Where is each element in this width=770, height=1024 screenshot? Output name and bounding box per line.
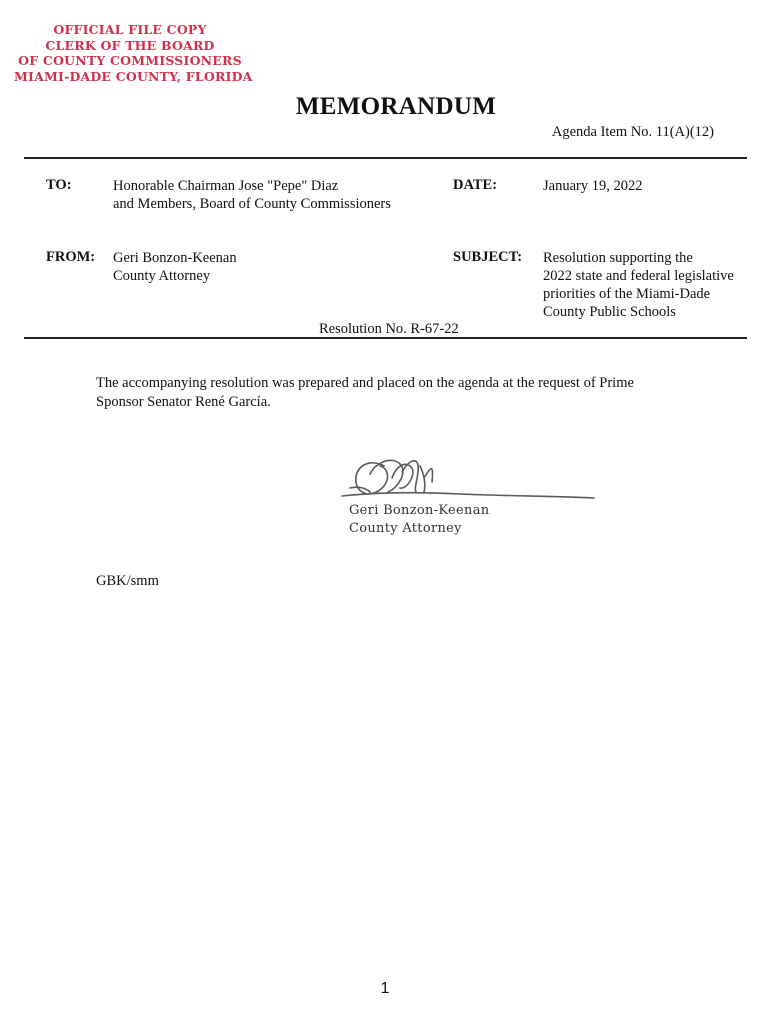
- date-value: January 19, 2022: [543, 178, 643, 194]
- to-line-2: and Members, Board of County Commissioners: [113, 196, 391, 212]
- stamp-line-4: MIAMI-DADE COUNTY, FLORIDA: [14, 68, 253, 84]
- memo-title: MEMORANDUM: [295, 93, 497, 120]
- signature-name: Geri Bonzon-Keenan: [349, 503, 490, 518]
- body-line-2: Sponsor Senator René García.: [96, 394, 271, 410]
- body-line-1: The accompanying resolution was prepared and placed on the agenda at the request of Prime: [96, 375, 634, 391]
- typist-initials: GBK/smm: [96, 573, 159, 589]
- to-recipient: [113, 177, 391, 213]
- subject-line-4: County Public Schools: [543, 304, 676, 320]
- body-paragraph: [96, 374, 696, 412]
- to-line-1: Honorable Chairman Jose "Pepe" Diaz: [113, 178, 339, 194]
- stamp-line-1: OFFICIAL FILE COPY: [53, 22, 207, 37]
- subject-line-1: Resolution supporting the: [543, 250, 693, 266]
- signature-image: [340, 448, 600, 510]
- to-label: TO:: [46, 177, 72, 193]
- official-file-copy-stamp: [14, 22, 253, 84]
- agenda-item-number: Agenda Item No. 11(A)(12): [551, 124, 714, 140]
- resolution-number: Resolution No. R-67-22: [319, 321, 459, 337]
- from-sender: [113, 249, 237, 285]
- subject-text: [543, 249, 734, 321]
- from-line-2: County Attorney: [113, 268, 211, 284]
- signature-title: County Attorney: [349, 521, 462, 536]
- stamp-line-2: CLERK OF THE BOARD: [45, 37, 215, 53]
- subject-line-3: priorities of the Miami-Dade: [543, 286, 711, 302]
- stamp-line-3: OF COUNTY COMMISSIONERS: [18, 53, 242, 68]
- subject-label: SUBJECT:: [453, 249, 523, 265]
- header-bottom-rule: [24, 337, 747, 339]
- subject-line-2: 2022 state and federal legislative: [543, 268, 734, 284]
- from-label: FROM:: [46, 249, 96, 265]
- from-line-1: Geri Bonzon-Keenan: [113, 250, 237, 266]
- date-label: DATE:: [453, 177, 498, 193]
- page-number: 1: [380, 980, 390, 997]
- header-top-rule: [24, 157, 747, 159]
